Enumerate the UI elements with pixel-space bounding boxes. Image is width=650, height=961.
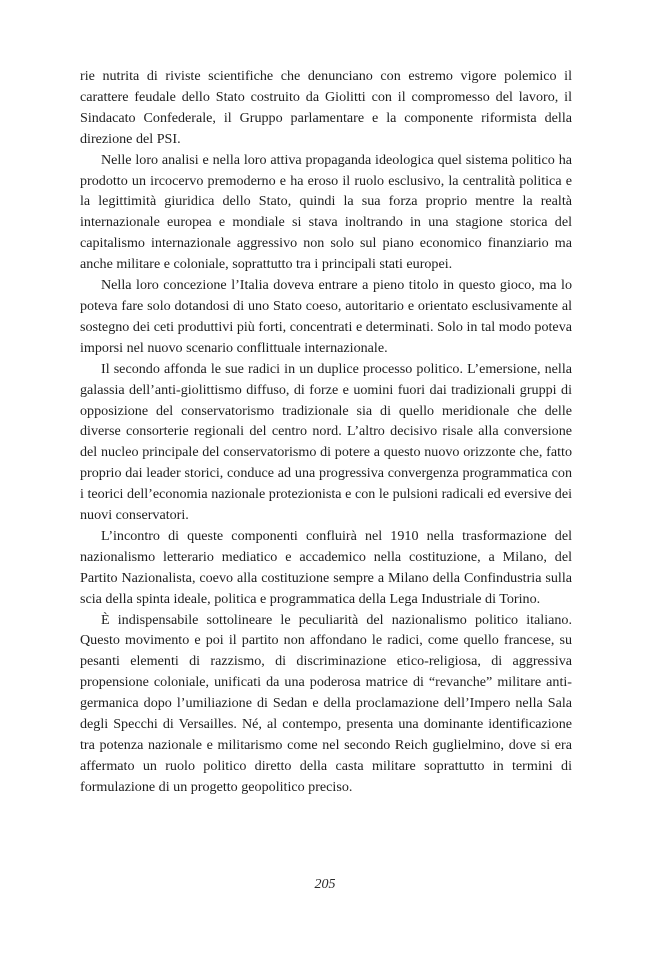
paragraph: Nelle loro analisi e nella loro attiva propaganda ideologica quel sistema politico ha prodotto un ircocervo premoderno e ha eroso il ruolo esclusivo, la centralità politica e la legittimità giuridica dello Stato, quindi la sua forza proprio mentre la realtà internazionale europea e mondiale si stava inoltrando in una stagione storica del capitalismo internazionale aggressivo non solo sul piano economico finanziario ma anche militare e coloniale, soprattutto tra i principali stati europei. — [80, 151, 572, 273]
paragraph: L’incontro di queste componenti confluirà nel 1910 nella trasformazione del nazionalismo letterario mediatico e accademico nella costituzione, a Milano, del Partito Nazionalista, coevo alla costituzione sempre a Milano della Confindustria sulla scia della spinta ideale, politica e programmatica della Lega Industriale di Torino. — [80, 527, 572, 607]
page-number: 205 — [314, 877, 336, 892]
paragraph: È indispensabile sottolineare le peculiarità del nazionalismo politico italiano. Questo movimento e poi il partito non affondano le radici, come quello francese, su pesanti elementi di razzismo, di discriminazione etico-religiosa, di aggressiva propensione coloniale, unificati da una poderosa matrice di “revanche” militare anti-germanica dopo l’umiliazione di Sedan e della proclamazione dell’Impero nella Sala degli Specchi di Versailles. Né, al contempo, presenta una dominante identificazione tra potenza nazionale e militarismo come nel secondo Reich guglielmino, dove si era affermato un ruolo politico diretto della casta militare soprattutto in termini di formulazione di un progetto geopolitico preciso. — [80, 611, 572, 795]
body-text — [80, 66, 572, 798]
paragraph: Il secondo affonda le sue radici in un duplice processo politico. L’emersione, nella galassia dell’anti-giolittismo diffuso, di forze e uomini fuori dai tradizionali gruppi di opposizione del conservatorismo tradizionale sia di quello meridionale che delle diverse consorterie regionali del centro nord. L’altro decisivo risale alla conversione del nucleo principale del conservatorismo di potere a questo nuovo orizzonte che, fatto proprio dai leader storici, conduce ad una progressiva convergenza programmatica con i teorici dell’economia nazionale protezionista e con le pulsioni radicali ed eversive dei nuovi conservatori. — [80, 360, 572, 524]
paragraph: Nella loro concezione l’Italia doveva entrare a pieno titolo in questo gioco, ma lo poteva fare solo dotandosi di uno Stato coeso, autoritario e orientato esclusivamente al sostegno dei ceti produttivi più forti, concentrati e determinati. Solo in tal modo poteva imporsi nel nuovo scenario conflittuale internazionale. — [80, 277, 572, 356]
paragraph-continuation: rie nutrita di riviste scientifiche che denunciano con estremo vigore polemico il carattere feudale dello Stato costruito da Giolitti con il compromesso del lavoro, il Sindacato Confederale, il Gruppo parlamentare e la componente riformista della direzione del PSI. — [80, 68, 572, 147]
